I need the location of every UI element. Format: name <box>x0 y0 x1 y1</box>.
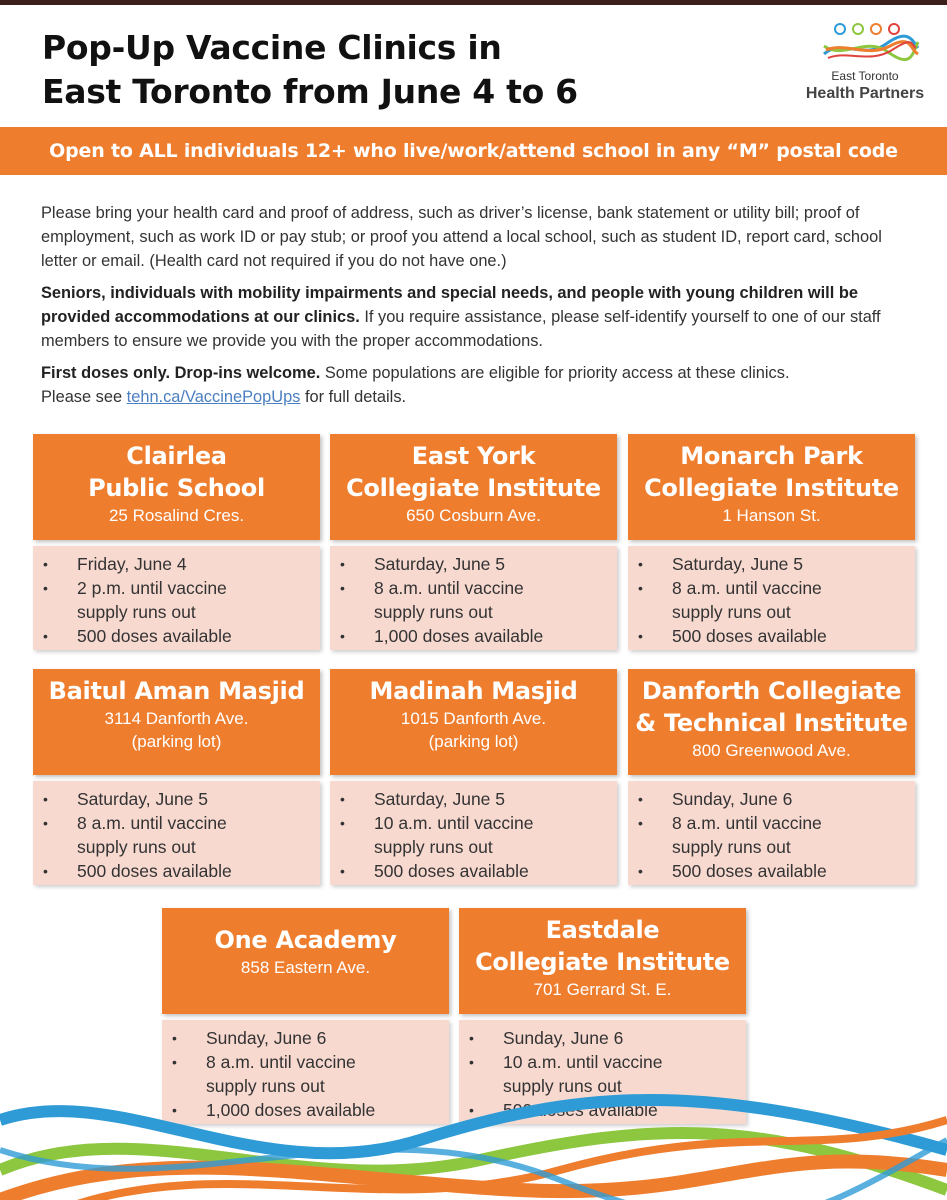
clinic-doses: • 500 doses available <box>636 859 909 883</box>
clinic-doses: • 500 doses available <box>338 859 611 883</box>
clinic-time-line1: 8 a.m. until vaccine <box>672 578 822 598</box>
clinic-address: 650 Cosburn Ave. <box>406 506 541 525</box>
clinic-date: • Sunday, June 6 <box>467 1026 740 1050</box>
clinic-name-line2: & Technical Institute <box>635 709 908 737</box>
clinic-name-line2: Public School <box>88 474 265 502</box>
logo-line1: East Toronto <box>831 69 899 83</box>
clinic-address: 25 Rosalind Cres. <box>108 506 245 525</box>
clinic-name: Danforth Collegiate <box>641 677 902 705</box>
clinic-doses: • 1,000 doses available <box>338 624 611 648</box>
clinic-card <box>33 434 320 650</box>
clinic-time-line2: supply runs out <box>77 602 196 622</box>
people-logo-icon <box>820 20 920 66</box>
clinic-address: 858 Eastern Ave. <box>240 958 371 977</box>
clinic-time <box>338 811 611 859</box>
clinic-time-line2: supply runs out <box>374 837 493 857</box>
clinic-card <box>330 669 617 885</box>
clinic-address: 1015 Danforth Ave. <box>400 709 547 728</box>
clinic-address-note: (parking lot) <box>428 732 519 751</box>
clinic-header <box>330 669 617 775</box>
clinic-card <box>628 669 915 885</box>
intro-paragraph-doses <box>41 361 911 409</box>
clinic-date: • Sunday, June 6 <box>636 787 909 811</box>
clinic-name-line2: Collegiate Institute <box>644 474 899 502</box>
details-prefix: Please see <box>41 388 127 406</box>
clinic-date: • Saturday, June 5 <box>636 552 909 576</box>
doses-bold: First doses only. Drop-ins welcome. <box>41 364 321 382</box>
page-title-line1: Pop-Up Vaccine Clinics in <box>42 28 502 67</box>
clinic-address: 800 Greenwood Ave. <box>692 741 851 760</box>
clinic-time-line2: supply runs out <box>672 837 791 857</box>
clinic-card <box>330 434 617 650</box>
clinic-date: • Saturday, June 5 <box>41 787 314 811</box>
clinic-name: Madinah Masjid <box>369 677 578 705</box>
clinic-name: East York <box>411 442 536 470</box>
clinic-time-line2: supply runs out <box>77 837 196 857</box>
clinic-header <box>33 434 320 540</box>
clinic-time <box>636 811 909 859</box>
page-title-line2: East Toronto from June 4 to 6 <box>42 72 578 111</box>
clinic-time-line1: 8 a.m. until vaccine <box>374 578 524 598</box>
clinic-doses: • 500 doses available <box>467 1098 740 1122</box>
clinic-header <box>628 669 915 775</box>
clinic-time <box>636 576 909 624</box>
page-title <box>42 26 662 114</box>
clinic-time-line2: supply runs out <box>374 602 493 622</box>
intro-paragraph-accommodations <box>41 281 911 353</box>
clinic-doses: • 1,000 doses available <box>170 1098 443 1122</box>
clinic-card <box>33 669 320 885</box>
clinic-name: Eastdale <box>545 916 660 944</box>
clinic-doses: • 500 doses available <box>41 859 314 883</box>
clinic-time <box>41 576 314 624</box>
clinic-doses: • 500 doses available <box>41 624 314 648</box>
clinic-name: Monarch Park <box>680 442 863 470</box>
clinic-name: Baitul Aman Masjid <box>48 677 305 705</box>
top-border <box>0 0 947 5</box>
clinic-card <box>628 434 915 650</box>
clinic-details <box>628 546 915 650</box>
clinic-time-line2: supply runs out <box>672 602 791 622</box>
clinic-time-line1: 8 a.m. until vaccine <box>77 813 227 833</box>
clinic-date: • Sunday, June 6 <box>170 1026 443 1050</box>
clinic-header <box>33 669 320 775</box>
accommodations-bold: Seniors, individuals with mobility impairments and special needs, and people with young children will be provided accommodations at our clinics. <box>41 284 858 326</box>
clinic-details <box>330 781 617 885</box>
organization-logo <box>790 20 940 102</box>
doses-rest: Some populations are eligible for priority access at these clinics. <box>320 364 790 382</box>
clinic-doses: • 500 doses available <box>636 624 909 648</box>
clinic-details <box>628 781 915 885</box>
decorative-waves <box>0 1080 947 1200</box>
logo-line2: Health Partners <box>805 85 925 102</box>
clinic-time <box>338 576 611 624</box>
clinic-time-line1: 8 a.m. until vaccine <box>672 813 822 833</box>
clinic-header <box>628 434 915 540</box>
clinic-address: 701 Gerrard St. E. <box>533 980 672 999</box>
eligibility-banner: Open to ALL individuals 12+ who live/work/attend school in any “M” postal code <box>0 127 947 175</box>
details-suffix: for full details. <box>300 388 407 406</box>
clinic-details <box>330 546 617 650</box>
intro-paragraph-id: Please bring your health card and proof of address, such as driver’s license, bank statement or utility bill; proof of employment, such as work ID or pay stub; or proof you attend a local school, such as student ID, report card, school letter or email. (Health card not required if you do not have one.) <box>41 204 882 270</box>
clinic-time-line1: 10 a.m. until vaccine <box>503 1052 663 1072</box>
clinic-date: • Saturday, June 5 <box>338 787 611 811</box>
clinic-header <box>162 908 449 1014</box>
clinic-address-note: (parking lot) <box>131 732 222 751</box>
clinic-time-line2: supply runs out <box>503 1076 622 1096</box>
clinic-header <box>459 908 746 1014</box>
details-link[interactable]: tehn.ca/VaccinePopUps <box>126 388 301 406</box>
clinic-time <box>41 811 314 859</box>
clinic-name-line2: Collegiate Institute <box>346 474 601 502</box>
clinic-details <box>33 781 320 885</box>
clinic-header <box>330 434 617 540</box>
clinic-name-line2: Collegiate Institute <box>475 948 730 976</box>
clinic-details <box>33 546 320 650</box>
clinic-address: 3114 Danforth Ave. <box>104 709 249 728</box>
clinic-name: One Academy <box>214 926 397 954</box>
clinic-address: 1 Hanson St. <box>722 506 821 525</box>
clinic-time-line1: 8 a.m. until vaccine <box>206 1052 356 1072</box>
clinic-time-line2: supply runs out <box>206 1076 325 1096</box>
clinic-date: • Friday, June 4 <box>41 552 314 576</box>
clinic-time-line1: 10 a.m. until vaccine <box>374 813 534 833</box>
clinic-name: Clairlea <box>126 442 227 470</box>
intro-section <box>41 201 911 417</box>
accommodations-rest: If you require assistance, please self-identify yourself to one of our staff members to ensure we provide you with the proper accommodations. <box>41 308 881 350</box>
clinic-date: • Saturday, June 5 <box>338 552 611 576</box>
clinic-time-line1: 2 p.m. until vaccine <box>77 578 227 598</box>
